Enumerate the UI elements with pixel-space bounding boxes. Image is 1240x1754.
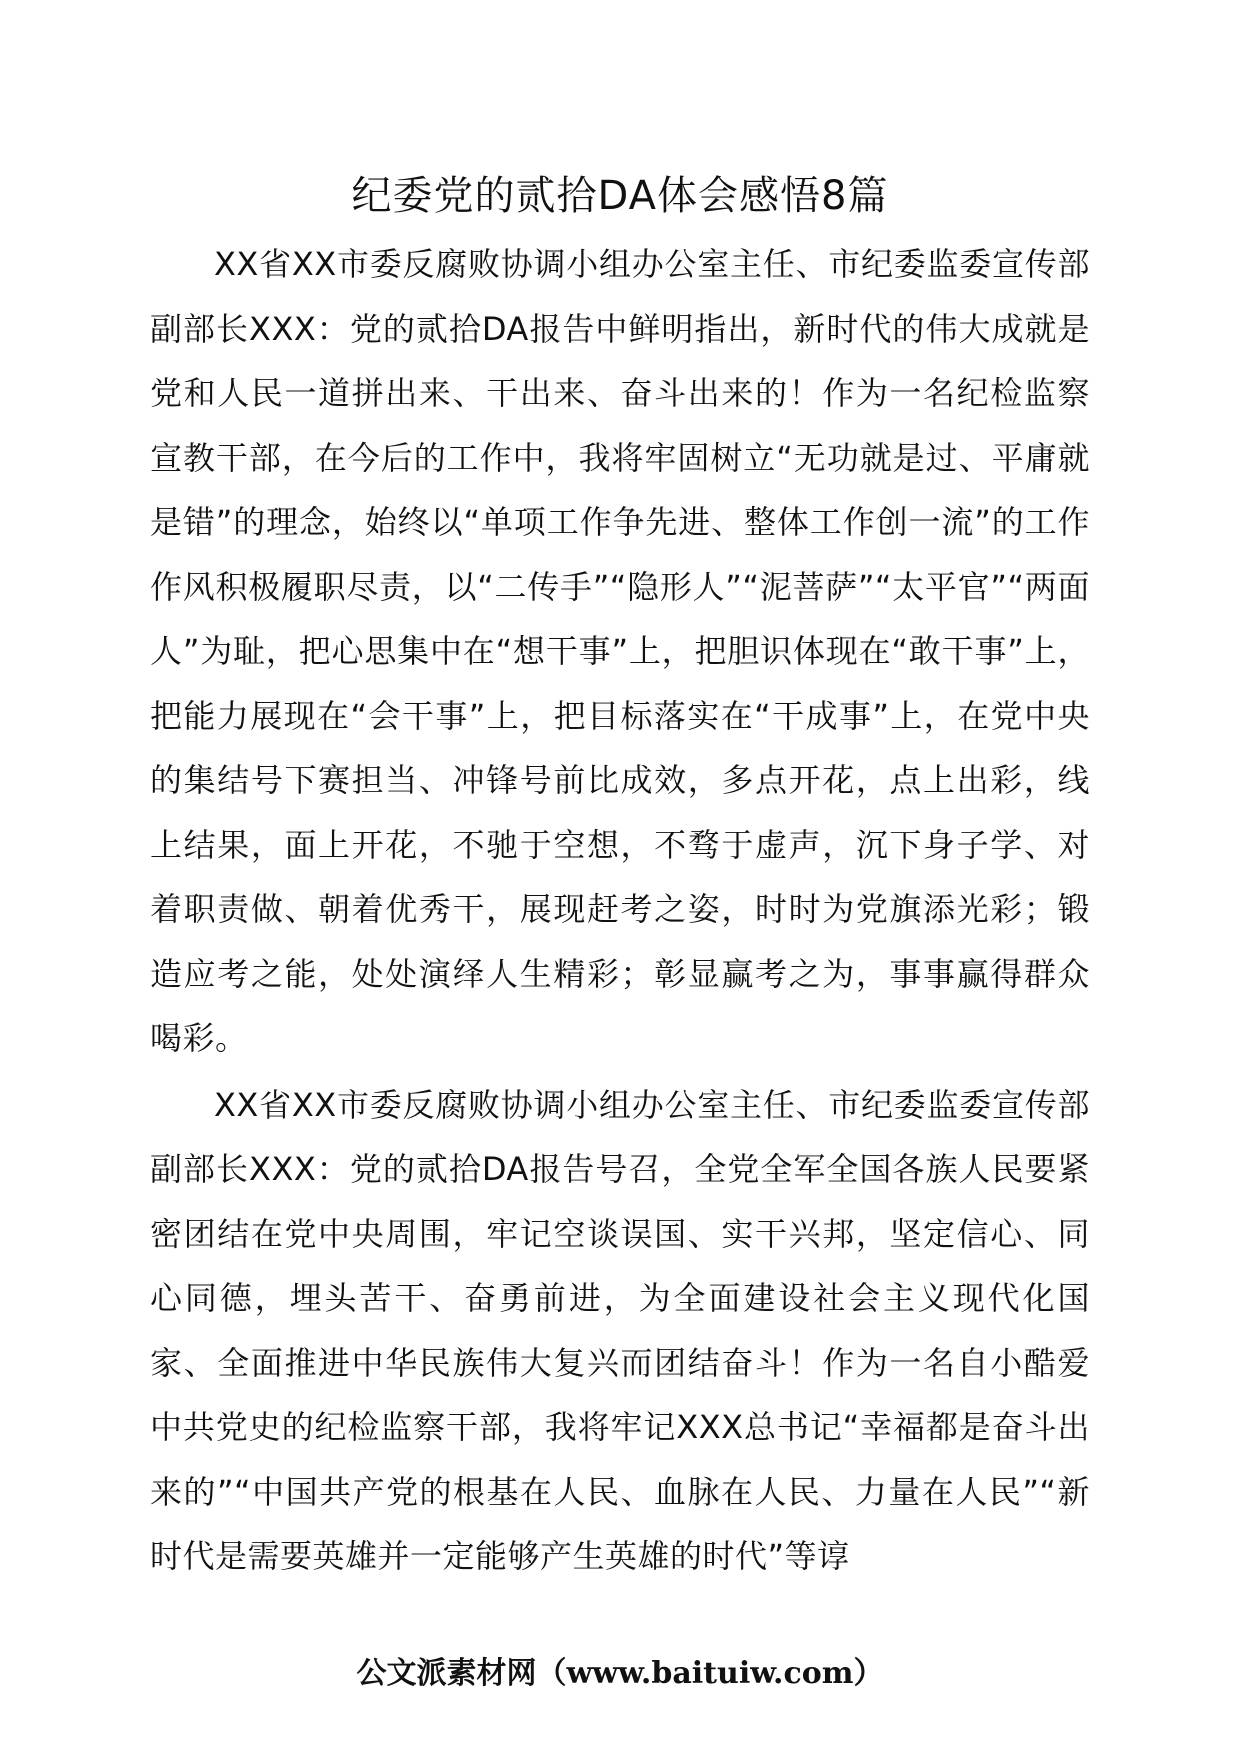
page-footer-watermark: 公文派素材网（www.baituiw.com） — [356, 1656, 884, 1691]
document-body — [150, 232, 1090, 1589]
paragraph-2: XX省XX市委反腐败协调小组办公室主任、市纪委监委宣传部副部长XXX：党的贰拾DA报告号召，全党全军全国各族人民要紧密团结在党中央周围，牢记空谈误国、实干兴邦，坚定信心、同心同德，埋头苦干、奋勇前进，为全面建设社会主义现代化国家、全面推进中华民族伟大复兴而团结奋斗！作为一名自小酷爱中共党史的纪检监察干部，我将牢记XXX总书记“幸福都是奋斗出来的”“中国共产党的根基在人民、血脉在人民、力量在人民”“新时代是需要英雄并一定能够产生英雄的时代”等谆 — [150, 1085, 1090, 1575]
paragraph-1: XX省XX市委反腐败协调小组办公室主任、市纪委监委宣传部副部长XXX：党的贰拾DA报告中鲜明指出，新时代的伟大成就是党和人民一道拼出来、干出来、奋斗出来的！作为一名纪检监察宣教干部，在今后的工作中，我将牢固树立“无功就是过、平庸就是错”的理念，始终以“单项工作争先进、整体工作创一流”的工作作风积极履职尽责，以“二传手”“隐形人”“泥菩萨”“太平官”“两面人”为耻，把心思集中在“想干事”上，把胆识体现在“敢干事”上，把能力展现在“会干事”上，把目标落实在“干成事”上，在党中央的集结号下赛担当、冲锋号前比成效，多点开花，点上出彩，线上结果，面上开花，不驰于空想，不骛于虚声，沉下身子学、对着职责做、朝着优秀干，展现赶考之姿，时时为党旗添光彩；锻造应考之能，处处演绎人生精彩；彰显赢考之为，事事赢得群众喝彩。 — [150, 245, 1090, 1057]
document-title: 纪委党的贰拾DA体会感悟8篇 — [351, 173, 889, 219]
